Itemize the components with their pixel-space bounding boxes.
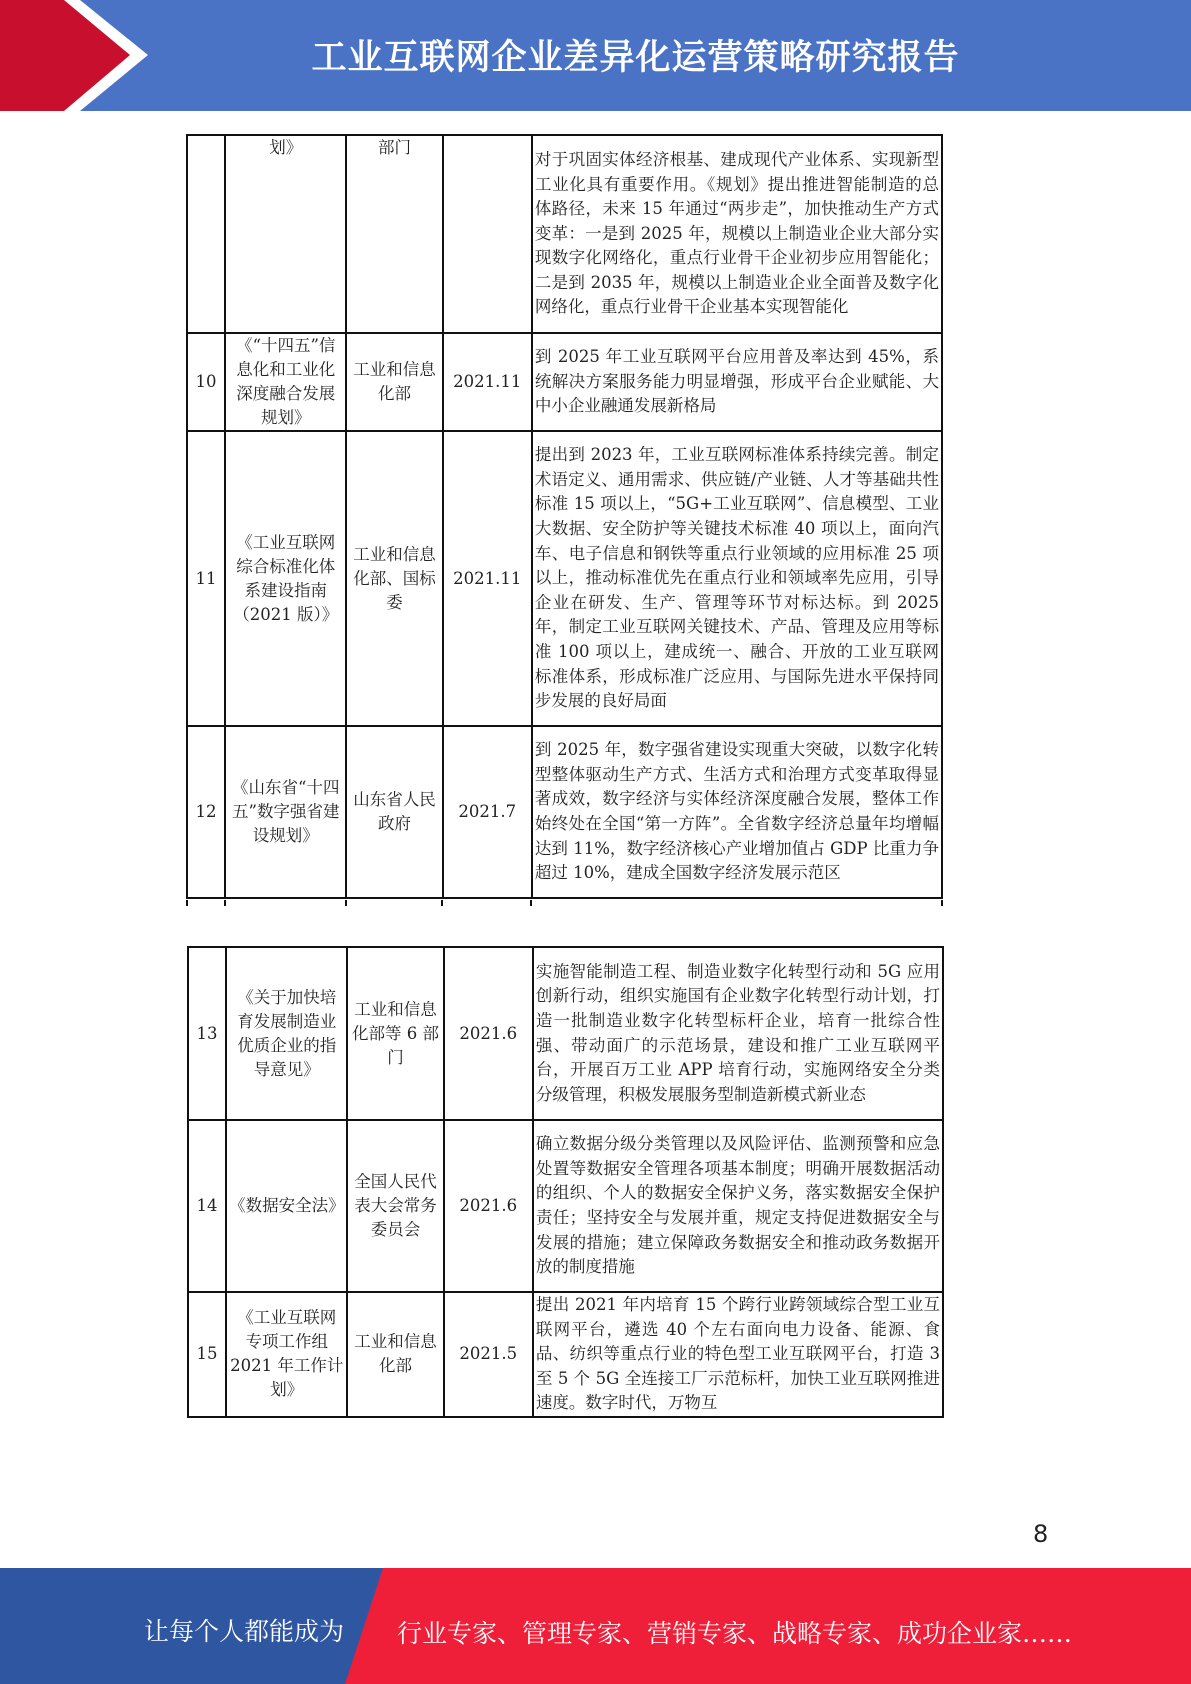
page-number: 8 bbox=[1033, 1520, 1049, 1548]
table-row bbox=[187, 431, 942, 726]
row-number bbox=[187, 135, 225, 333]
row-number: 13 bbox=[188, 947, 226, 1120]
table-row bbox=[187, 135, 942, 333]
policy-description: 实施智能制造工程、制造业数字化转型行动和 5G 应用创新行动，组织实施国有企业数字化转型行动计划，打造一批制造业数字化转型标杆企业，培育一批综合性强、带动面广的示范场景，建设和推广工业互联网平台，开展百万工业 APP 培育行动，实施网络安全分类分级管理，积极发展服务型制造新模式新业态 bbox=[533, 947, 943, 1120]
issuing-dept: 部门 bbox=[346, 135, 442, 333]
row-number: 12 bbox=[187, 726, 225, 898]
report-title: 工业互联网企业差异化运营策略研究报告 bbox=[311, 38, 960, 78]
table-break-stub bbox=[186, 900, 943, 906]
policy-name: 《工业互联网综合标准化体系建设指南（2021 版）》 bbox=[225, 431, 346, 726]
policy-description: 提出到 2023 年，工业互联网标准体系持续完善。制定术语定义、通用需求、供应链/产业链、人才等基础共性标准 15 项以上，“5G+工业互联网”、信息模型、工业大数据、安全防护等关键技术标准 40 项以上，面向汽车、电子信息和钢铁等重点行业领域的应用标准 25 项以上，推动标准优先在重点行业和领域率先应用，引导企业在研发、生产、管理等环节对标达标。到 2025 年，制定工业互联网关键技术、产品、管理及应用等标准 100 项以上，建成统一、融合、开放的工业互联网标准体系，形成标准广泛应用、与国际先进水平保持同步发展的良好局面 bbox=[532, 431, 942, 726]
policy-table-part-1 bbox=[186, 134, 943, 899]
policy-description: 到 2025 年工业互联网平台应用普及率达到 45%，系统解决方案服务能力明显增强，形成平台企业赋能、大中小企业融通发展新格局 bbox=[532, 333, 942, 431]
page-header bbox=[0, 0, 1191, 111]
page-footer bbox=[0, 1568, 1191, 1684]
policy-name: 《工业互联网专项工作组 2021 年工作计划》 bbox=[226, 1292, 347, 1417]
issue-date: 2021.5 bbox=[444, 1292, 533, 1417]
table-row bbox=[188, 1292, 943, 1417]
issue-date: 2021.11 bbox=[443, 431, 532, 726]
policy-description: 对于巩固实体经济根基、建成现代产业体系、实现新型工业化具有重要作用。《规划》提出推进智能制造的总体路径，未来 15 年通过“两步走”，加快推动生产方式变革：一是到 2025 年，规模以上制造业企业大部分实现数字化网络化，重点行业骨干企业初步应用智能化；二是到 2035 年，规模以上制造业企业全面普及数字化网络化，重点行业骨干企业基本实现智能化 bbox=[532, 135, 942, 333]
issue-date: 2021.6 bbox=[444, 1120, 533, 1292]
footer-slogan-left: 让每个人都能成为 bbox=[144, 1617, 345, 1646]
issuing-dept: 工业和信息化部等 6 部门 bbox=[347, 947, 443, 1120]
row-number: 15 bbox=[188, 1292, 226, 1417]
footer-slogan-right: 行业专家、管理专家、营销专家、战略专家、成功企业家…… bbox=[397, 1619, 1073, 1648]
issue-date: 2021.11 bbox=[443, 333, 532, 431]
policy-description: 确立数据分级分类管理以及风险评估、监测预警和应急处置等数据安全管理各项基本制度；明确开展数据活动的组织、个人的数据安全保护义务，落实数据安全保护责任；坚持安全与发展并重，规定支持促进数据安全与发展的措施；建立保障政务数据安全和推动政务数据开放的制度措施 bbox=[533, 1120, 943, 1292]
row-number: 11 bbox=[187, 431, 225, 726]
policy-table-part-2 bbox=[187, 946, 944, 1418]
table-row bbox=[187, 726, 942, 898]
issuing-dept: 全国人民代表大会常务委员会 bbox=[347, 1120, 443, 1292]
row-number: 10 bbox=[187, 333, 225, 431]
issue-date: 2021.7 bbox=[443, 726, 532, 898]
issue-date: 2021.6 bbox=[444, 947, 533, 1120]
policy-name: 《数据安全法》 bbox=[226, 1120, 347, 1292]
table-row bbox=[188, 947, 943, 1120]
policy-name: 《山东省“十四五”数字强省建设规划》 bbox=[225, 726, 346, 898]
row-number: 14 bbox=[188, 1120, 226, 1292]
table-row bbox=[187, 333, 942, 431]
policy-description: 提出 2021 年内培育 15 个跨行业跨领域综合型工业互联网平台，遴选 40 个左右面向电力设备、能源、食品、纺织等重点行业的特色型工业互联网平台，打造 3 至 5 个 5G 全连接工厂示范标杆，加快工业互联网推进速度。数字时代，万物互 bbox=[533, 1292, 943, 1417]
policy-name: 《“十四五”信息化和工业化深度融合发展规划》 bbox=[225, 333, 346, 431]
issuing-dept: 工业和信息化部 bbox=[346, 333, 442, 431]
issuing-dept: 工业和信息化部、国标委 bbox=[346, 431, 442, 726]
issuing-dept: 山东省人民政府 bbox=[346, 726, 442, 898]
policy-name: 划》 bbox=[225, 135, 346, 333]
issuing-dept: 工业和信息化部 bbox=[347, 1292, 443, 1417]
table-row bbox=[188, 1120, 943, 1292]
issue-date bbox=[443, 135, 532, 333]
policy-name: 《关于加快培育发展制造业优质企业的指导意见》 bbox=[226, 947, 347, 1120]
policy-description: 到 2025 年，数字强省建设实现重大突破，以数字化转型整体驱动生产方式、生活方式和治理方式变革取得显著成效，数字经济与实体经济深度融合发展，整体工作始终处在全国“第一方阵”。全省数字经济总量年均增幅达到 11%，数字经济核心产业增加值占 GDP 比重力争超过 10%，建成全国数字经济发展示范区 bbox=[532, 726, 942, 898]
